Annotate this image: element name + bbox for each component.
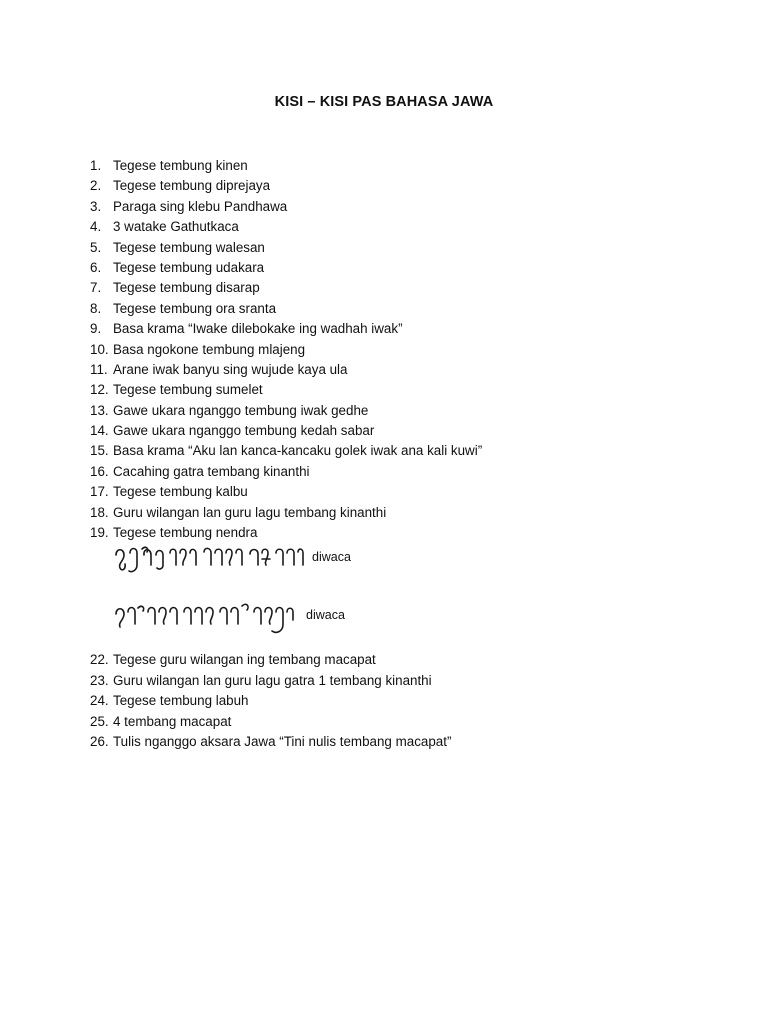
list-item — [90, 258, 710, 278]
item-number: 19. — [90, 525, 109, 541]
item-number: 15. — [90, 443, 109, 459]
item-number: 4. — [90, 219, 102, 235]
list-item — [90, 482, 710, 502]
javanese-script-image — [112, 543, 308, 577]
list-item — [90, 523, 710, 543]
list-item — [90, 650, 710, 670]
item-text: Tegese tembung ora sranta — [113, 300, 277, 316]
list-item — [90, 217, 710, 237]
item-text: Gawe ukara nganggo tembung kedah sabar — [113, 423, 375, 439]
item-number: 23. — [90, 672, 109, 688]
item-number: 24. — [90, 693, 109, 709]
javanese-script-row — [90, 543, 710, 598]
question-list — [90, 156, 710, 752]
list-item — [90, 319, 710, 339]
list-item — [90, 712, 710, 732]
item-number: 14. — [90, 423, 109, 439]
item-number: 2. — [90, 178, 102, 194]
list-item — [90, 691, 710, 711]
item-text: 3 watake Gathutkaca — [113, 219, 239, 235]
list-item — [90, 401, 710, 421]
list-item — [90, 278, 710, 298]
item-number: 16. — [90, 463, 109, 479]
item-text: Basa ngokone tembung mlajeng — [113, 341, 306, 357]
list-item — [90, 340, 710, 360]
item-number: 22. — [90, 652, 109, 668]
list-item — [90, 421, 710, 441]
item-text: Tegese guru wilangan ing tembang macapat — [113, 652, 376, 668]
item-number: 9. — [90, 321, 102, 337]
item-number: 5. — [90, 239, 102, 255]
list-item — [90, 176, 710, 196]
item-text: Gawe ukara nganggo tembung iwak gedhe — [113, 402, 369, 418]
item-text: Tegese tembung kinen — [113, 158, 248, 173]
page-title: KISI – KISI PAS BAHASA JAWA — [274, 94, 494, 110]
list-item — [90, 503, 710, 523]
item-number: 3. — [90, 198, 102, 214]
diwaca-label: diwaca — [312, 550, 351, 565]
item-number: 17. — [90, 484, 109, 500]
item-text: Guru wilangan lan guru lagu tembang kinanthi — [113, 504, 387, 520]
item-text: Tegese tembung sumelet — [113, 382, 263, 398]
item-number: 10. — [90, 341, 109, 357]
item-number: 6. — [90, 259, 102, 275]
item-text: Tegese tembung kalbu — [113, 484, 248, 500]
item-text: Tegese tembung udakara — [113, 259, 265, 275]
item-text: Arane iwak banyu sing wujude kaya ula — [113, 361, 348, 377]
item-number: 26. — [90, 733, 109, 749]
javanese-script-row — [90, 598, 710, 650]
list-item — [90, 671, 710, 691]
item-text: Tulis nganggo aksara Jawa “Tini nulis tembang macapat” — [113, 733, 452, 749]
item-number: 25. — [90, 713, 109, 729]
list-item — [90, 197, 710, 217]
item-number: 1. — [90, 158, 102, 173]
item-number: 7. — [90, 280, 102, 296]
list-item — [90, 238, 710, 258]
list-item — [90, 441, 710, 461]
list-item — [90, 462, 710, 482]
list-item — [90, 732, 710, 752]
item-text: Basa krama “Aku lan kanca-kancaku golek iwak ana kali kuwi” — [113, 443, 483, 459]
list-item — [90, 299, 710, 319]
item-text: Tegese tembung nendra — [113, 525, 258, 541]
item-number: 11. — [90, 361, 108, 377]
item-text: Guru wilangan lan guru lagu gatra 1 tembang kinanthi — [113, 672, 432, 688]
item-text: 4 tembang macapat — [113, 713, 232, 729]
item-text: Tegese tembung disarap — [113, 280, 260, 296]
item-text: Tegese tembung walesan — [113, 239, 265, 255]
item-text: Paraga sing klebu Pandhawa — [113, 198, 288, 214]
item-number: 8. — [90, 300, 102, 316]
item-number: 18. — [90, 504, 109, 520]
item-text: Tegese tembung labuh — [113, 693, 249, 709]
list-item — [90, 156, 710, 176]
list-item — [90, 380, 710, 400]
item-number: 13. — [90, 402, 109, 418]
item-text: Cacahing gatra tembang kinanthi — [113, 463, 310, 479]
item-text: Basa krama “Iwake dilebokake ing wadhah iwak” — [113, 321, 403, 337]
item-text: Tegese tembung diprejaya — [113, 178, 271, 194]
javanese-script-image — [112, 600, 302, 638]
diwaca-label: diwaca — [306, 608, 345, 623]
item-number: 12. — [90, 382, 109, 398]
list-item — [90, 360, 710, 380]
